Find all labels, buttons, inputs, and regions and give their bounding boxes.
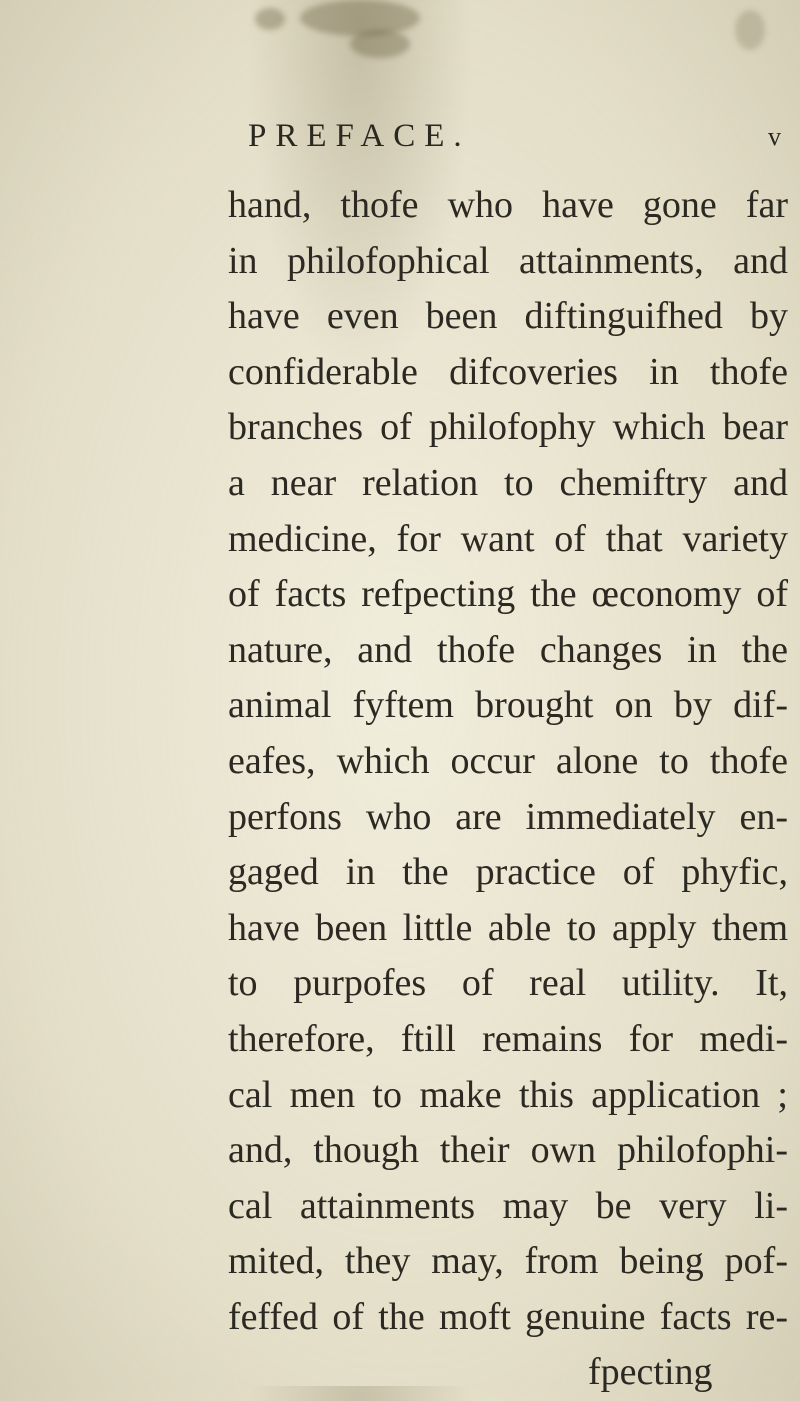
text-line: branches of philofophy which bear [228, 406, 788, 449]
text-line: and, though their own philofophi- [228, 1129, 788, 1172]
text-line: cal men to make this application ; [228, 1073, 788, 1116]
body-text [228, 178, 788, 1401]
text-line: therefore, ftill remains for medi- [228, 1017, 788, 1060]
text-line: a near relation to chemiftry and [228, 461, 788, 504]
page-number: v [768, 122, 781, 151]
text-line: confiderable difcoveries in thofe [228, 350, 788, 393]
ink-stain-left [255, 8, 285, 30]
ink-stain-top-small [350, 30, 410, 58]
text-line: cal attainments may be very li- [228, 1184, 788, 1227]
text-line: nature, and thofe changes in the [228, 628, 788, 671]
text-line: in philofophical attainments, and [228, 239, 788, 282]
text-line: of facts refpecting the œconomy of [228, 573, 788, 616]
catchword: fpecting [588, 1351, 713, 1394]
text-line: eafes, which occur alone to thofe [228, 739, 788, 782]
text-line: have been little able to apply them [228, 906, 788, 949]
text-line: medicine, for want of that variety [228, 517, 788, 560]
text-line: to purpofes of real utility. It, [228, 962, 788, 1005]
text-line: perfons who are immediately en- [228, 795, 788, 838]
text-line: gaged in the practice of phyfic, [228, 851, 788, 894]
text-line: have even been diftinguifhed by [228, 295, 788, 338]
running-head [248, 118, 781, 158]
running-title: PREFACE. [248, 118, 471, 154]
ink-stain-right [735, 10, 765, 50]
text-line: feffed of the moft genuine facts re- [228, 1295, 788, 1338]
text-line: mited, they may, from being pof- [228, 1240, 788, 1283]
text-line: hand, thofe who have gone far [228, 184, 788, 226]
ink-stain-top [300, 0, 420, 36]
text-line: animal fyftem brought on by dif- [228, 684, 788, 727]
